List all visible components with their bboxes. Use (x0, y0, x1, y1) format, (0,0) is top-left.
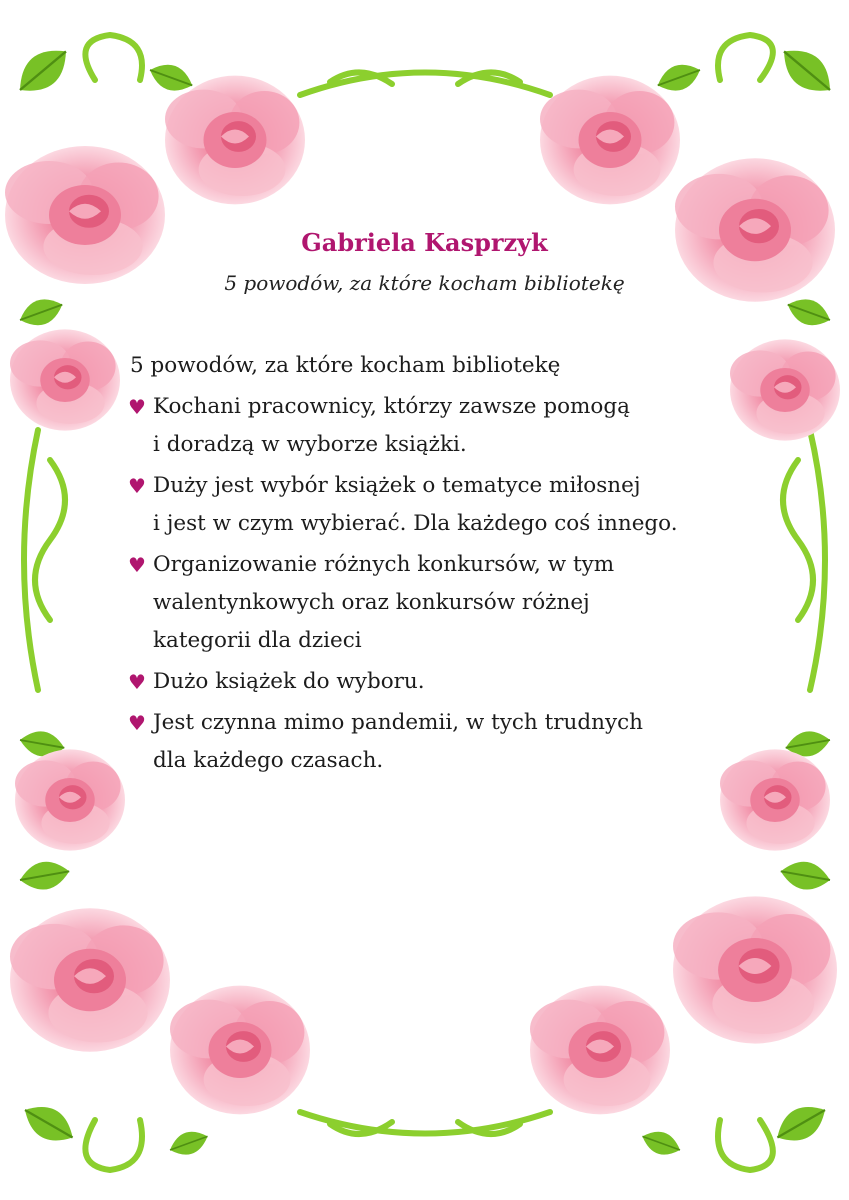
heart-icon: ♥ (128, 474, 146, 498)
heart-icon: ♥ (128, 395, 146, 419)
reason-line: i doradzą w wyborze książki. (153, 432, 467, 457)
page-subtitle (0, 271, 849, 295)
reason-line: Jest czynna mimo pandemii, w tych trudnych (153, 710, 644, 735)
reason-line: dla każdego czasach. (153, 748, 384, 773)
heart-icon: ♥ (128, 553, 146, 577)
list-item (128, 467, 768, 543)
reason-line: kategorii dla dzieci (153, 628, 362, 653)
intro-heading: 5 powodów, za które kocham bibliotekę (130, 353, 561, 378)
list-item (128, 546, 768, 660)
heart-icon: ♥ (128, 670, 146, 694)
reason-line: Dużo książek do wyboru. (153, 669, 425, 694)
reason-line: i jest w czym wybierać. Dla każdego coś innego. (153, 511, 678, 536)
reason-line: Kochani pracownicy, którzy zawsze pomogą (153, 394, 630, 419)
reasons-list (128, 388, 768, 783)
reason-line: Duży jest wybór książek o tematyce miłosnej (153, 473, 641, 498)
reason-line: Organizowanie różnych konkursów, w tym (153, 552, 615, 577)
list-item (128, 388, 768, 464)
reason-line: walentynkowych oraz konkursów różnej (153, 590, 590, 615)
list-item (128, 704, 768, 780)
list-item (128, 663, 768, 701)
heart-icon: ♥ (128, 711, 146, 735)
page-subtitle-text: 5 powodów, za które kocham bibliotekę (224, 271, 625, 295)
author-name: Gabriela Kasprzyk (301, 228, 548, 257)
